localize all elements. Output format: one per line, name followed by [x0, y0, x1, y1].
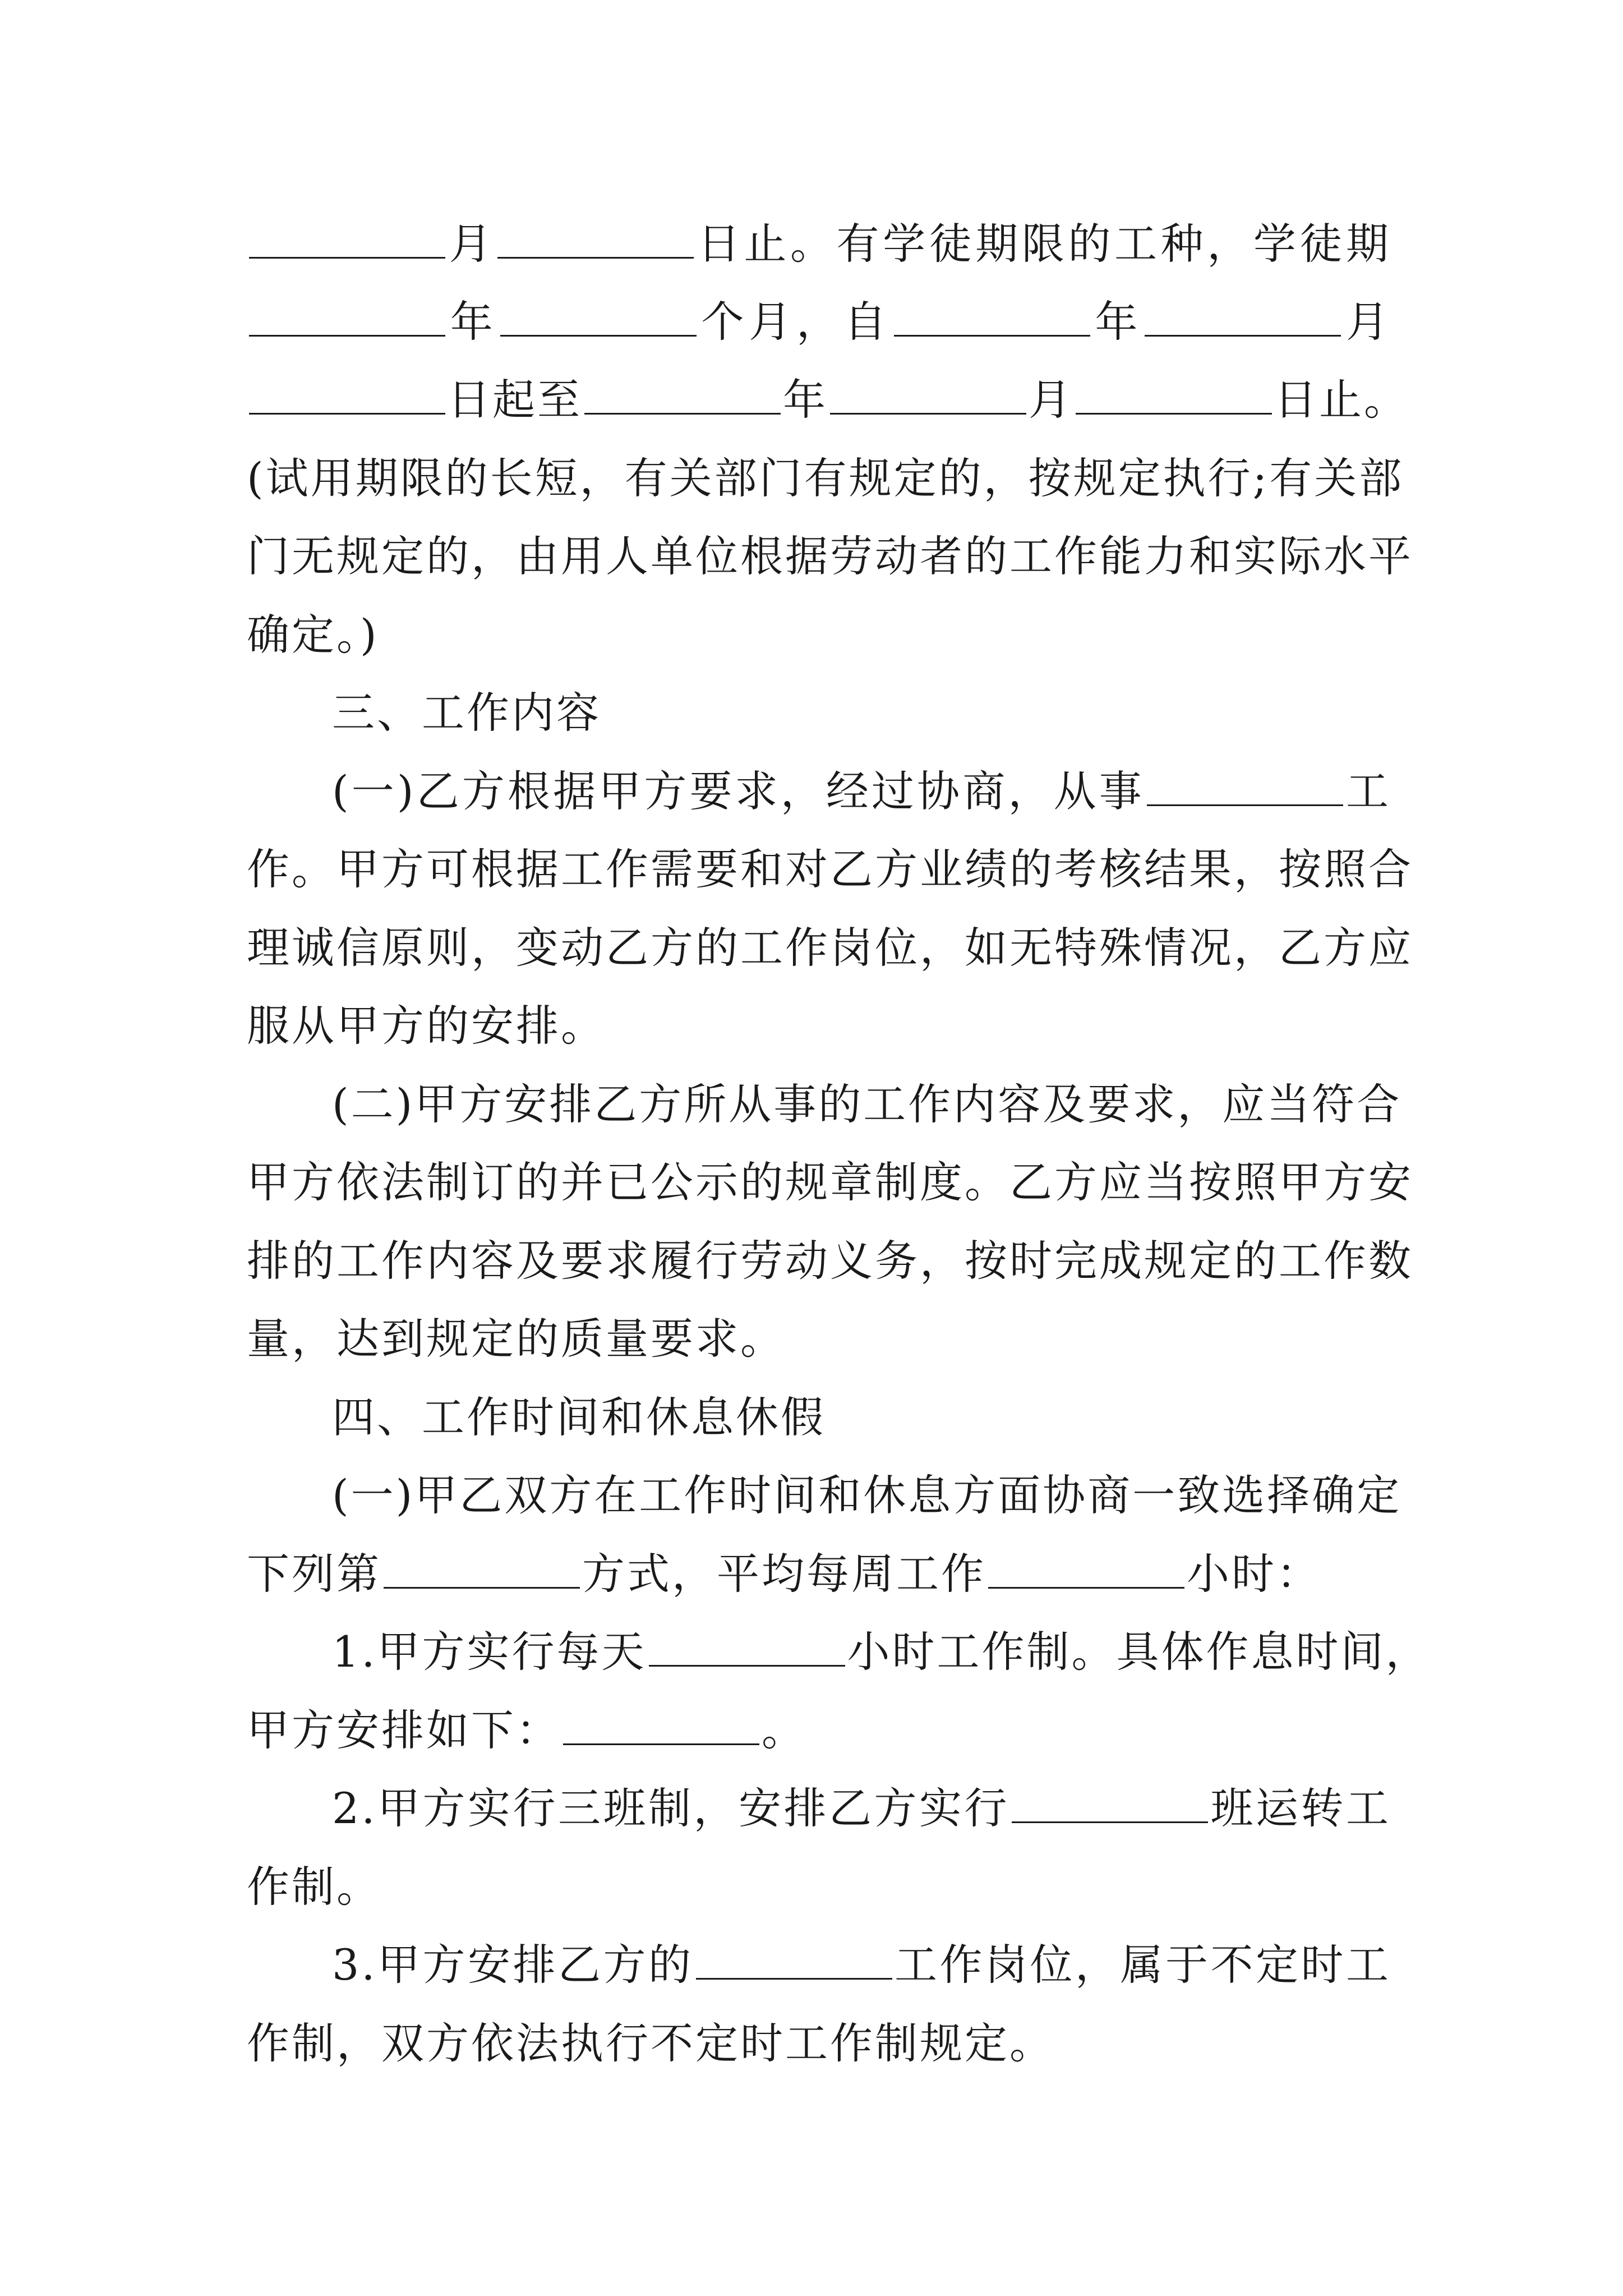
- text-segment: 确定。): [247, 610, 379, 660]
- text-segment: 工作岗位，属于不定时工: [894, 1940, 1391, 1990]
- text-segment: 理诚信原则，变动乙方的工作岗位，如无特殊情况，乙方应: [247, 923, 1413, 973]
- fill-in-blank[interactable]: [249, 298, 445, 337]
- text-segment: 作。甲方可根据工作需要和对乙方业绩的考核结果，按照合: [247, 844, 1413, 894]
- text-segment: 门无规定的，由用人单位根据劳动者的工作能力和实际水平: [247, 531, 1413, 581]
- text-segment: 班运转工: [1210, 1783, 1391, 1833]
- text-segment: (一)乙方根据甲方要求，经过协商，从事: [332, 766, 1145, 816]
- document-line: [247, 1546, 1321, 1625]
- document-line: [247, 920, 1413, 999]
- fill-in-blank[interactable]: [894, 298, 1090, 337]
- fill-in-blank[interactable]: [249, 376, 445, 415]
- fill-in-blank[interactable]: [500, 298, 697, 337]
- text-segment: 下列第: [247, 1549, 381, 1599]
- document-line: [247, 1311, 785, 1389]
- document-line: [247, 216, 1391, 295]
- text-segment: 量，达到规定的质量要求。: [247, 1314, 785, 1364]
- text-segment: 年: [1092, 297, 1143, 347]
- text-segment: (一)甲乙双方在工作时间和休息方面协商一致选择确定: [332, 1470, 1402, 1520]
- fill-in-blank[interactable]: [563, 1706, 759, 1745]
- document-line: [247, 1233, 1413, 1312]
- document-line: [247, 450, 1404, 529]
- fill-in-blank[interactable]: [1145, 298, 1341, 337]
- text-segment: 年: [783, 375, 828, 425]
- document-line: [247, 372, 1409, 450]
- text-segment: 个月，自: [698, 297, 892, 347]
- document-line: [247, 1859, 381, 1938]
- document-line: [247, 294, 1391, 372]
- fill-in-blank[interactable]: [1147, 767, 1343, 806]
- document-line: [332, 685, 601, 763]
- document-line: [332, 1780, 1391, 1859]
- document-line: [247, 607, 379, 685]
- text-segment: 月: [1029, 375, 1073, 425]
- text-segment: 日止。有学徒期限的工种，学徒期: [696, 219, 1391, 269]
- text-segment: 作制。: [247, 1862, 381, 1912]
- fill-in-blank[interactable]: [830, 376, 1026, 415]
- text-segment: (二)甲方安排乙方所从事的工作内容及要求，应当符合: [332, 1079, 1402, 1129]
- text-segment: 甲方依法制订的并已公示的规章制度。乙方应当按照甲方安: [247, 1157, 1413, 1207]
- document-line: [247, 2016, 1054, 2094]
- text-segment: 月: [448, 219, 496, 269]
- fill-in-blank[interactable]: [384, 1550, 580, 1589]
- document-line: [332, 763, 1391, 842]
- document-line: [247, 998, 606, 1076]
- text-segment: 3.甲方安排乙方的: [332, 1940, 694, 1990]
- document-line: [247, 528, 1413, 607]
- document-line: [332, 1624, 1431, 1703]
- fill-in-blank[interactable]: [696, 1941, 892, 1980]
- text-segment: 甲方安排如下：: [247, 1705, 561, 1755]
- text-segment: 日止。: [1274, 375, 1409, 425]
- fill-in-blank[interactable]: [649, 1628, 845, 1667]
- fill-in-blank[interactable]: [1012, 1784, 1208, 1823]
- text-segment: 排的工作内容及要求履行劳动义务，按时完成规定的工作数: [247, 1236, 1413, 1286]
- text-segment: 。: [762, 1705, 806, 1755]
- document-line: [247, 1703, 806, 1781]
- text-segment: 作制，双方依法执行不定时工作制规定。: [247, 2018, 1054, 2068]
- fill-in-blank[interactable]: [249, 220, 445, 259]
- text-segment: 日起至: [448, 375, 582, 425]
- document-line: [247, 841, 1413, 920]
- document-line: [332, 1467, 1402, 1546]
- text-segment: 方式，平均每周工作: [582, 1549, 986, 1599]
- text-segment: 服从甲方的安排。: [247, 1001, 606, 1051]
- document-line: [332, 1937, 1391, 2016]
- text-segment: 小时：: [1187, 1549, 1321, 1599]
- fill-in-blank[interactable]: [497, 220, 694, 259]
- text-segment: (试用期限的长短，有关部门有规定的，按规定执行;有关部: [247, 453, 1404, 503]
- text-segment: 年: [448, 297, 498, 347]
- text-segment: 小时工作制。具体作息时间，: [847, 1627, 1431, 1677]
- fill-in-blank[interactable]: [988, 1550, 1184, 1589]
- text-segment: 工: [1345, 766, 1391, 816]
- fill-in-blank[interactable]: [1076, 376, 1272, 415]
- text-segment: 三、工作内容: [332, 688, 601, 738]
- text-segment: 2.甲方实行三班制，安排乙方实行: [332, 1783, 1009, 1833]
- fill-in-blank[interactable]: [584, 376, 781, 415]
- text-segment: 四、工作时间和休息休假: [332, 1392, 826, 1442]
- document-line: [332, 1389, 826, 1468]
- document-line: [247, 1154, 1413, 1233]
- text-segment: 1.甲方实行每天: [332, 1627, 647, 1677]
- text-segment: 月: [1343, 297, 1391, 347]
- document-line: [332, 1076, 1402, 1155]
